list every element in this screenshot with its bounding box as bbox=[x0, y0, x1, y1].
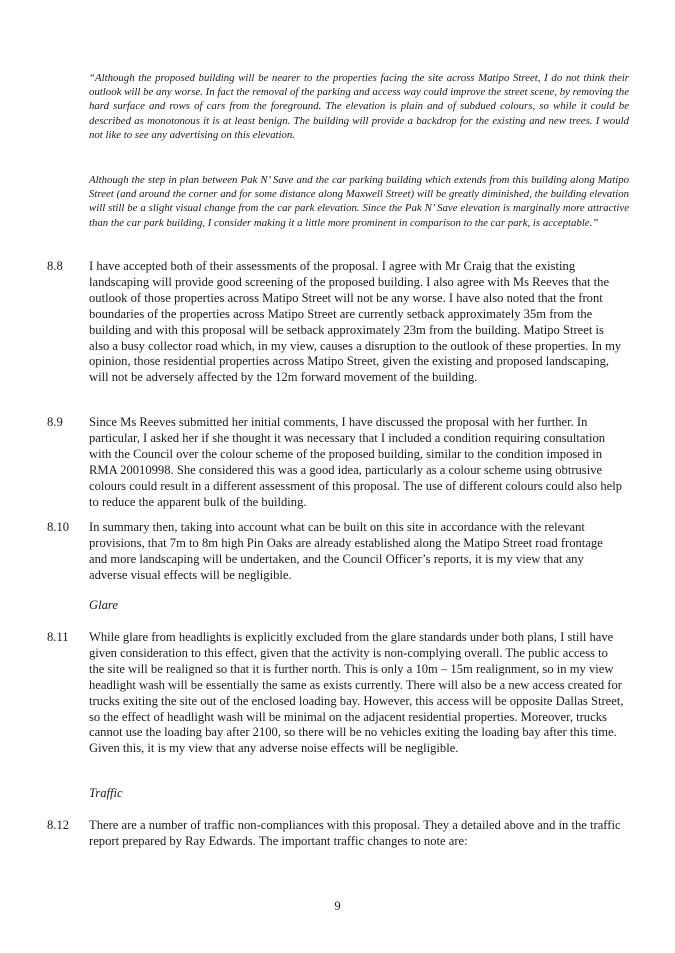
page-number: 9 bbox=[334, 899, 341, 913]
paragraph-text: I have accepted both of their assessments of the proposal. I agree with Mr Craig that the existing landscaping will provide good screening of the proposed building. I also agree with Ms Reeves that the outlook of those properties across Matipo Street will not be any worse. I have also noted that the front boundaries of the properties across Matipo Street are currently setback approximately 35m from the building and with this proposal will be setback approximately 23m from the building. Matipo Street is also a busy collector road which, in my view, causes a disruption to the outlook of these properties. In my opinion, those residential properties across Matipo Street, given the existing and proposed landscaping, will not be adversely affected by the 12m forward movement of the building. bbox=[89, 259, 622, 385]
paragraph-text: There are a number of traffic non-compliances with this proposal. They a detailed above and in the traffic report prepared by Ray Edwards. The important traffic changes to note are: bbox=[89, 818, 621, 848]
quote-paragraph-1: “Although the proposed building will be nearer to the properties facing the site across Matipo Street, I do not think their outlook will be any worse. In fact the removal of the parking and access way could improve the street scene, by removing the hard surface and rows of cars from the foreground. The elevation is plain and of subdued colours, so while it could be described as monotonous it is at least benign. The building will provide a backdrop for the existing and new trees. I would not like to see any advertising on this elevation. bbox=[89, 72, 629, 141]
quote-paragraph-2: Although the step in plan between Pak N’ Save and the car parking building which extends from this building along Matipo Street (and around the corner and for some distance along Maxwell Street) will be greatly diminished, the building elevation will still be a slight visual change from the car park elevation. Since the Pak N’ Save elevation is marginally more attractive than the car park building, I consider making it a little more prominent in comparison to the car park, is acceptable.” bbox=[89, 174, 629, 229]
paragraph-text: Since Ms Reeves submitted her initial comments, I have discussed the proposal with her further. In particular, I asked her if she thought it was necessary that I included a condition requiring consultation with the Council over the colour scheme of the proposed building, similar to the condition imposed in RMA 20010998. She considered this was a good idea, particularly as a colour scheme using obtrusive colours could result in a different assessment of this proposal. The use of different colours could also help to reduce the apparent bulk of the building. bbox=[89, 415, 623, 509]
paragraph-number: 8.10 bbox=[47, 520, 70, 534]
section-heading-traffic: Traffic bbox=[89, 786, 123, 800]
paragraph-text: In summary then, taking into account what can be built on this site in accordance with the relevant provisions, that 7m to 8m high Pin Oaks are already established along the Matipo Street road frontage and more landscaping will be undertaken, and the Council Officer’s reports, it is my view that any adverse visual effects will be negligible. bbox=[89, 520, 603, 582]
paragraph-text: While glare from headlights is explicitly excluded from the glare standards under both plans, I still have given consideration to this effect, given that the activity is non-complying overall. The public access to the site will be realigned so that it is further north. This is only a 10m – 15m realignment, so in my view headlight wash will be essentially the same as exists currently. There will also be a new access created for trucks exiting the site out of the enclosed loading bay. However, this access will be opposite Dallas Street, so the effect of headlight wash will be minimal on the adjacent residential properties. Moreover, trucks cannot use the loading bay after 2100, so there will be no vehicles exiting the loading bay after this time. Given this, it is my view that any adverse noise effects will be negligible. bbox=[89, 630, 624, 756]
paragraph-number: 8.9 bbox=[47, 415, 63, 429]
section-heading-glare: Glare bbox=[89, 598, 118, 612]
paragraph-number: 8.8 bbox=[47, 259, 63, 273]
paragraph-number: 8.12 bbox=[47, 818, 70, 832]
paragraph-number: 8.11 bbox=[47, 630, 69, 644]
